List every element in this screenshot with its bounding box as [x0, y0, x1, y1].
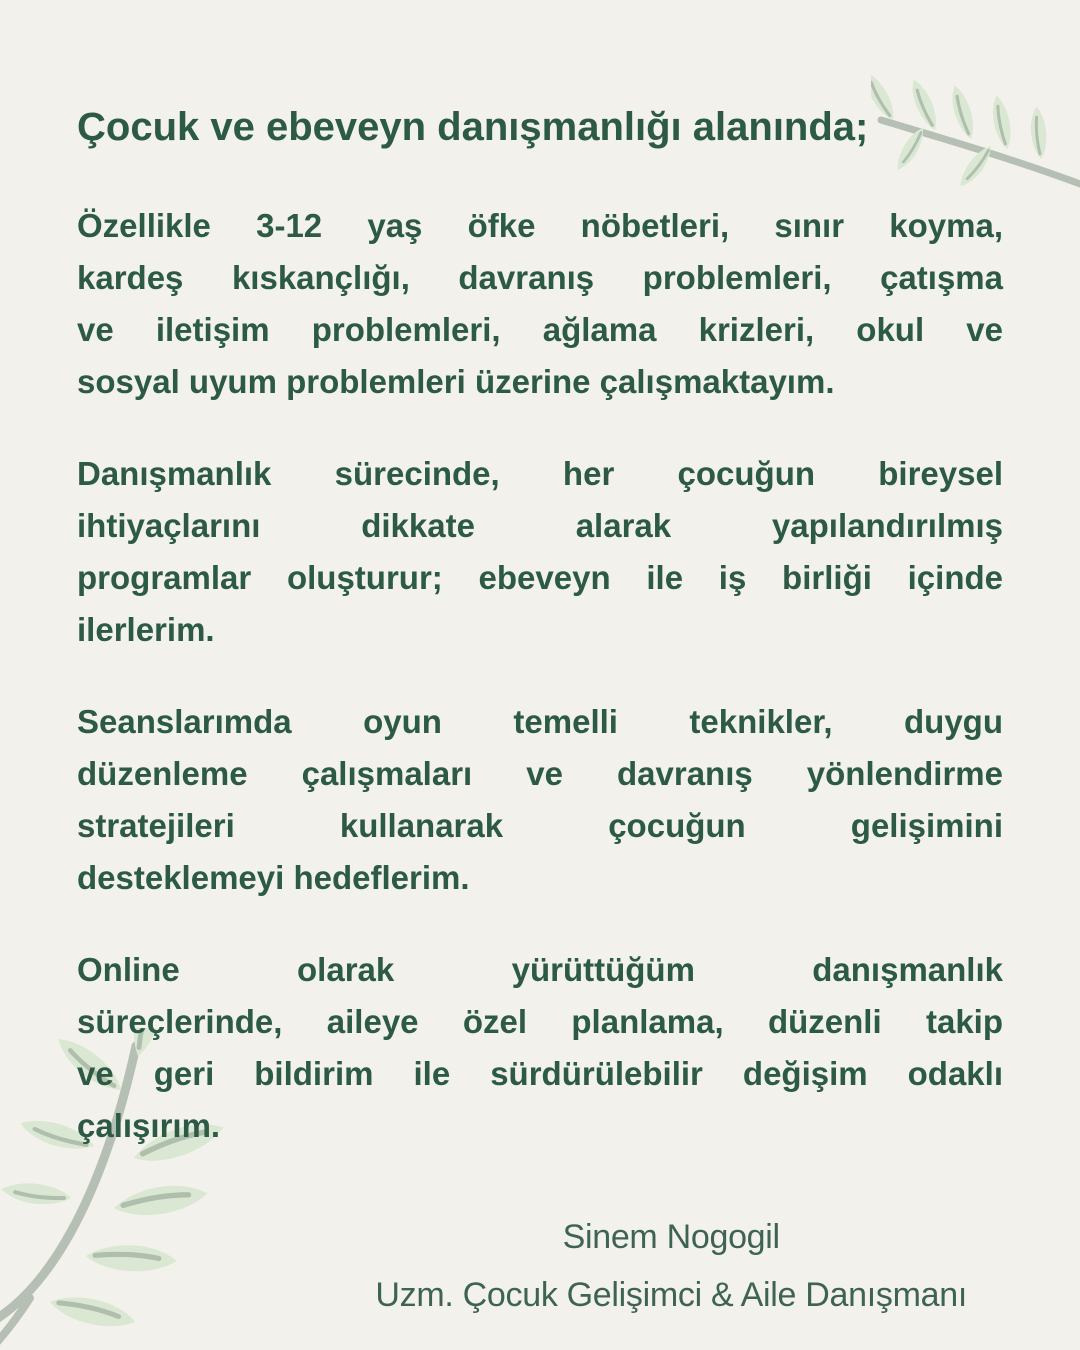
text-line: ve geri bildirim ile sürdürülebilir değişim odaklı	[77, 1055, 1003, 1092]
text-line: kardeş kıskançlığı, davranış problemleri, çatışma	[77, 259, 1003, 296]
signature-title: Uzm. Çocuk Gelişimci & Aile Danışmanı	[375, 1276, 967, 1314]
text-line: düzenleme çalışmaları ve davranış yönlendirme	[77, 755, 1003, 792]
text-line: stratejileri kullanarak çocuğun gelişimini	[77, 807, 1003, 844]
text-line: desteklemeyi hedeflerim.	[77, 859, 470, 896]
text-line: ve iletişim problemleri, ağlama krizleri, okul ve	[77, 311, 1003, 348]
signature-block	[375, 1208, 967, 1324]
text-line: Seanslarımda oyun temelli teknikler, duygu	[77, 703, 1003, 740]
text-line: Online olarak yürüttüğüm danışmanlık	[77, 951, 1003, 988]
paragraph	[77, 448, 1003, 656]
text-line: ilerlerim.	[77, 611, 215, 648]
text-line: Danışmanlık sürecinde, her çocuğun bireysel	[77, 455, 1003, 492]
paragraph	[77, 944, 1003, 1152]
body-text	[77, 200, 1003, 1152]
text-line: çalışırım.	[77, 1107, 221, 1144]
text-line: süreçlerinde, aileye özel planlama, düzenli takip	[77, 1003, 1003, 1040]
text-line: programlar oluşturur; ebeveyn ile iş birliği içinde	[77, 559, 1003, 596]
signature-name: Sinem Nogogil	[562, 1218, 780, 1256]
paragraph	[77, 200, 1003, 408]
text-line: sosyal uyum problemleri üzerine çalışmaktayım.	[77, 363, 835, 400]
text-line: ihtiyaçlarını dikkate alarak yapılandırılmış	[77, 507, 1003, 544]
paragraph	[77, 696, 1003, 904]
text-line: Özellikle 3-12 yaş öfke nöbetleri, sınır koyma,	[77, 207, 1003, 244]
page-title: Çocuk ve ebeveyn danışmanlığı alanında;	[77, 105, 869, 149]
